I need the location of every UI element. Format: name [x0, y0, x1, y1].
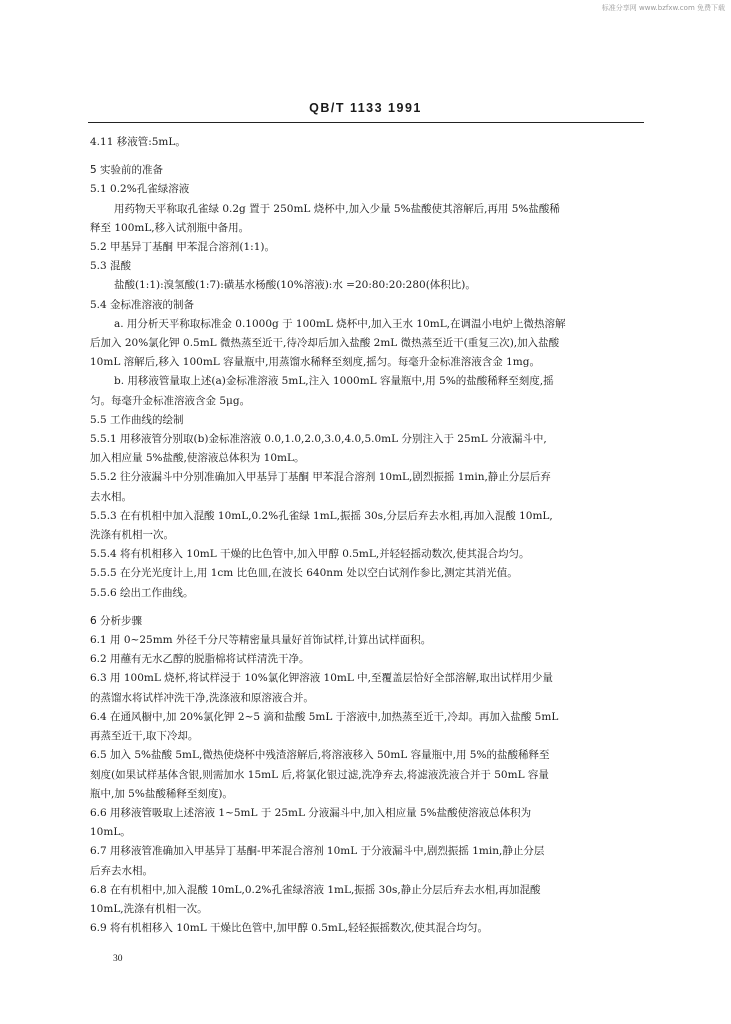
- text-line: 盐酸(1:1):溴氢酸(1:7):磺基水杨酸(10%溶液):水 =20:80:20:280(体积比)。: [114, 279, 476, 292]
- section-heading: 5 实验前的准备: [90, 164, 164, 177]
- text-line: 5.5.2 往分液漏斗中分别准确加入甲基异丁基酮 甲苯混合溶剂 10mL,剧烈振摇 1min,静止分层后弃: [90, 471, 551, 484]
- text-line: 10mL 溶解后,移入 100mL 容量瓶中,用蒸馏水稀释至刻度,摇匀。每毫升金标准溶液含金 1mg。: [90, 356, 540, 369]
- section-gap: [90, 603, 646, 612]
- text-line: 10mL,洗涤有机相一次。: [90, 902, 208, 915]
- text-line: 匀。每毫升金标准溶液含金 5μg。: [90, 394, 251, 407]
- text-line: 6.1 用 0~25mm 外径千分尺等精密量具量好首饰试样,计算出试样面积。: [90, 634, 432, 647]
- text-line: 4.11 移液管:5mL。: [90, 136, 186, 148]
- text-line: 6.9 将有机相移入 10mL 干燥比色管中,加甲醇 0.5mL,轻轻振摇数次,使其混合均匀。: [90, 922, 488, 935]
- text-line: 6.2 用蘸有无水乙醇的脱脂棉将试样清洗干净。: [90, 653, 310, 666]
- text-line: 5.5.5 在分光光度计上,用 1cm 比色皿,在波长 640nm 处以空白试剂作参比,测定其消光值。: [90, 567, 518, 580]
- text-line: 6.7 用移液管准确加入甲基异丁基酮-甲苯混合溶剂 10mL 于分液漏斗中,剧烈振摇 1min,静止分层: [90, 845, 545, 858]
- text-line: 6.5 加入 5%盐酸 5mL,微热使烧杯中残渣溶解后,将溶液移入 50mL 容量瓶中,用 5%的盐酸稀释至: [90, 749, 550, 762]
- text-line: 6.4 在通风橱中,加 20%氯化钾 2~5 滴和盐酸 5mL 于溶液中,加热蒸至近干,冷却。再加入盐酸 5mL: [90, 710, 559, 723]
- header-rule: [88, 122, 644, 123]
- text-line: 去水相。: [90, 490, 132, 503]
- text-line: 6.6 用移液管吸取上述溶液 1~5mL 于 25mL 分液漏斗中,加入相应量 5%盐酸使溶液总体积为: [90, 806, 532, 819]
- page-header: QB/T 1133 1991: [309, 101, 422, 115]
- text-line: a. 用分析天平称取标准金 0.1000g 于 100mL 烧杯中,加入王水 10mL,在调温小电炉上微热溶解: [114, 317, 566, 330]
- text-line: 后加入 20%氯化钾 0.5mL 微热蒸至近干,待冷却后加入盐酸 2mL 微热蒸至近干(重复三次),加入盐酸: [90, 337, 560, 350]
- text-line: 5.5.6 绘出工作曲线。: [90, 586, 194, 599]
- text-line: 再蒸至近干,取下冷却。: [90, 730, 199, 743]
- text-line: 加入相应量 5%盐酸,使溶液总体积为 10mL。: [90, 452, 305, 465]
- watermark-text: 标准分享网 www.bzfxw.com 免费下载: [601, 4, 725, 12]
- text-line: 的蒸馏水将试样冲洗干净,洗涤液和原溶液合并。: [90, 691, 314, 704]
- text-line: 瓶中,加 5%盐酸稀释至刻度)。: [90, 787, 233, 800]
- text-line: 5.2 甲基异丁基酮 甲苯混合溶剂(1:1)。: [90, 241, 275, 254]
- text-line: 5.5.1 用移液管分别取(b)金标准溶液 0.0,1.0,2.0,3.0,4.0,5.0mL 分别注入于 25mL 分液漏斗中,: [90, 433, 547, 446]
- document-body: [90, 133, 646, 938]
- text-line: 释至 100mL,移入试剂瓶中备用。: [90, 221, 250, 234]
- section-gap: [90, 152, 646, 161]
- page-number: 30: [113, 954, 123, 964]
- text-line: 6.8 在有机相中,加入混酸 10mL,0.2%孔雀绿溶液 1mL,振摇 30s,静止分层后弃去水相,再加混酸: [90, 883, 541, 896]
- text-line: 5.5 工作曲线的绘制: [90, 413, 184, 426]
- text-line: 洗涤有机相一次。: [90, 529, 174, 542]
- text-line: 5.3 混酸: [90, 260, 132, 273]
- text-line: 5.4 金标准溶液的制备: [90, 298, 195, 311]
- text-line: 后弃去水相。: [90, 864, 153, 877]
- text-line: 5.5.4 将有机相移入 10mL 干燥的比色管中,加入甲醇 0.5mL,并轻轻摇动数次,使其混合均匀。: [90, 548, 530, 561]
- text-line: 6.3 用 100mL 烧杯,将试样浸于 10%氯化钾溶液 10mL 中,至覆盖层恰好全部溶解,取出试样用少量: [90, 672, 553, 685]
- text-line: b. 用移液管量取上述(a)金标准溶液 5mL,注入 1000mL 容量瓶中,用 5%的盐酸稀释至刻度,摇: [114, 375, 554, 388]
- text-line: 刻度(如果试样基体含银,则需加水 15mL 后,将氯化银过滤,洗净弃去,将滤液洗液合并于 50mL 容量: [90, 768, 549, 781]
- section-heading: 6 分析步骤: [90, 614, 143, 627]
- text-line: 用药物天平称取孔雀绿 0.2g 置于 250mL 烧杯中,加入少量 5%盐酸使其溶解后,再用 5%盐酸稀: [114, 202, 560, 215]
- text-line: 5.5.3 在有机相中加入混酸 10mL,0.2%孔雀绿 1mL,振摇 30s,分层后弃去水相,再加入混酸 10mL,: [90, 509, 553, 522]
- text-line: 10mL。: [90, 826, 131, 839]
- text-line: 5.1 0.2%孔雀绿溶液: [90, 183, 190, 196]
